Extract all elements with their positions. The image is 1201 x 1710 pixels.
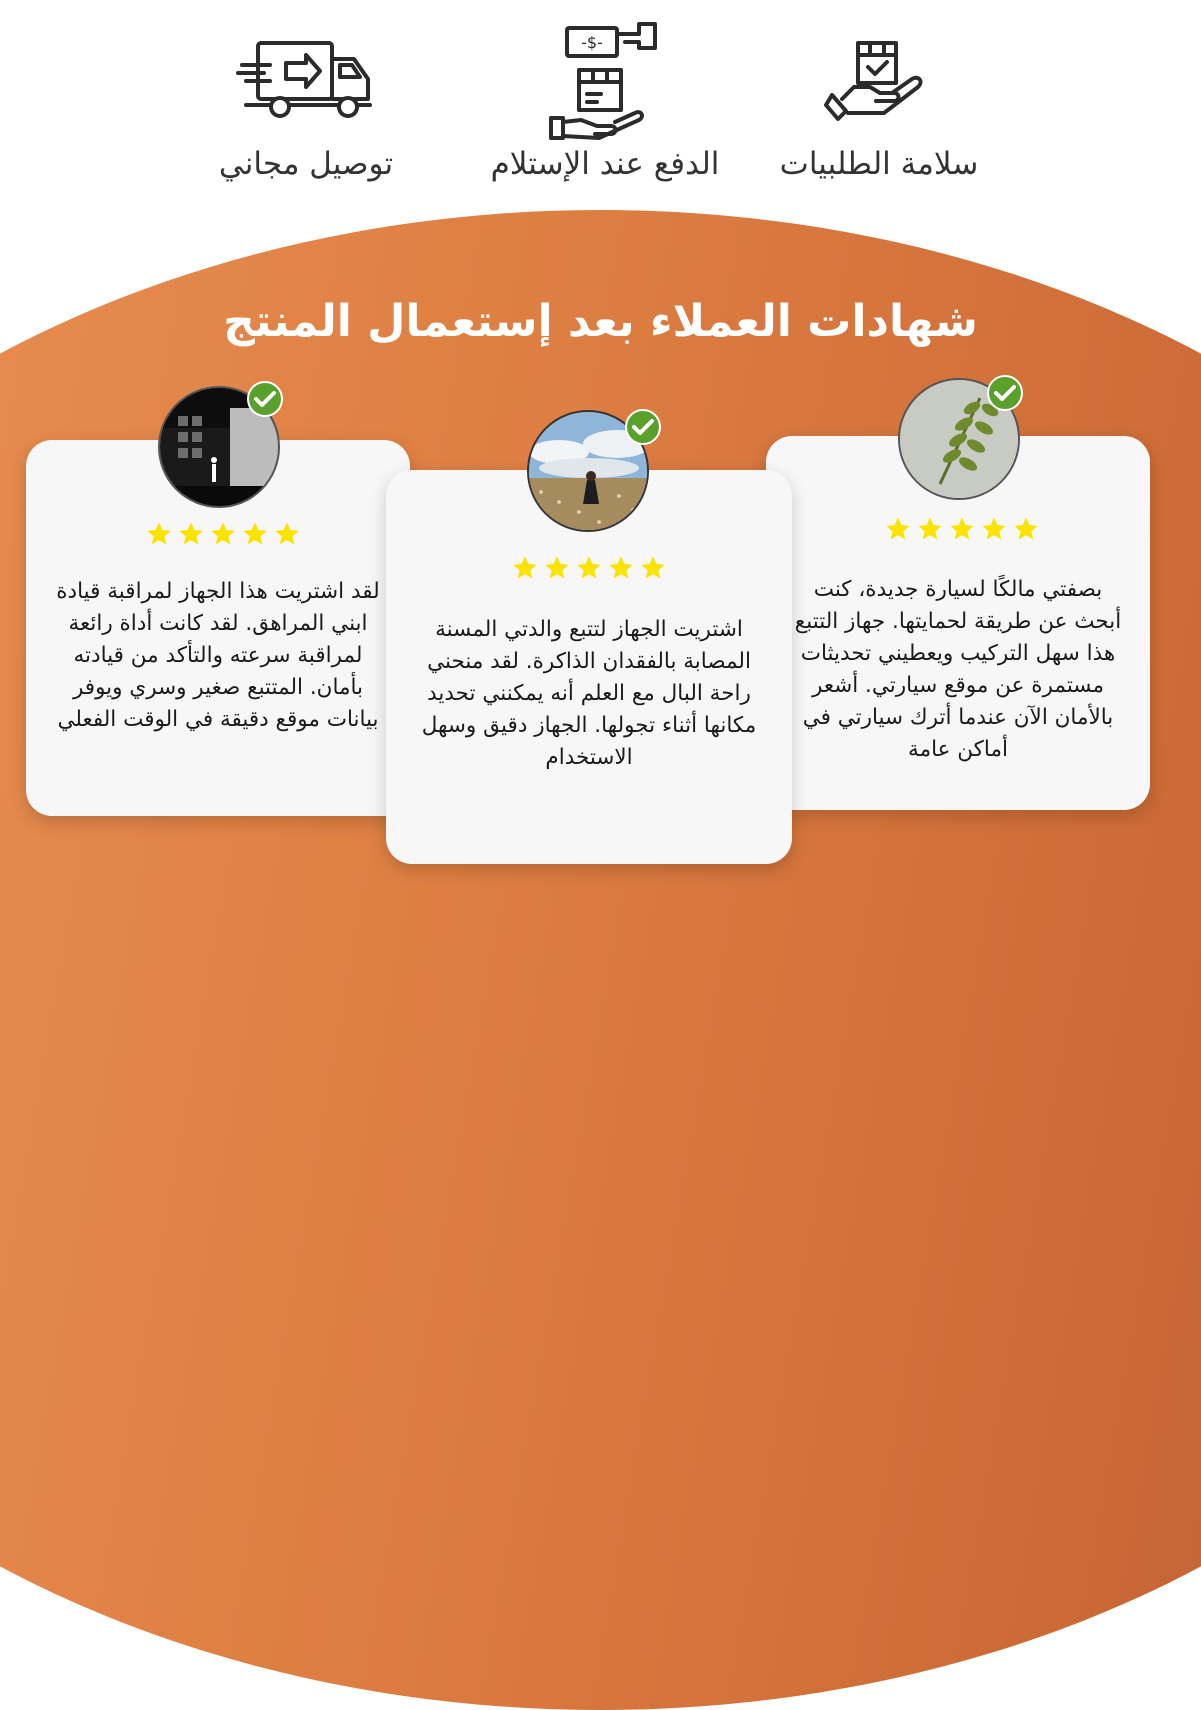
feature-label: سلامة الطلبيات <box>779 146 979 182</box>
star-icon <box>209 520 237 548</box>
checkmark-icon <box>624 408 662 446</box>
feature-free-delivery <box>156 20 456 182</box>
feature-cash-on-delivery <box>455 20 755 182</box>
delivery-truck-icon <box>156 20 456 140</box>
cash-on-delivery-icon <box>455 20 755 140</box>
star-icon <box>511 554 539 582</box>
feature-label: الدفع عند الإستلام <box>490 146 720 182</box>
star-icon <box>1012 515 1040 543</box>
svg-text:-$-: -$- <box>581 33 603 52</box>
section-title: شهادات العملاء بعد إستعمال المنتج <box>223 296 978 347</box>
star-rating <box>145 520 301 548</box>
checkmark-icon <box>986 374 1024 412</box>
star-icon <box>575 554 603 582</box>
star-rating <box>511 554 667 582</box>
star-icon <box>948 515 976 543</box>
star-icon <box>916 515 944 543</box>
testimonial-text: بصفتي مالكًا لسيارة جديدة، كنت أبحث عن طريقة لحمايتها. جهاز التتبع هذا سهل التركيب ويعطيني تحديثات مستمرة عن موقع سيارتي. أشعر بالأمان الآن عندما أترك سيارتي في أماكن عامة <box>794 577 1122 762</box>
star-icon <box>241 520 269 548</box>
star-icon <box>177 520 205 548</box>
star-icon <box>543 554 571 582</box>
star-icon <box>273 520 301 548</box>
feature-order-safety <box>729 20 1029 182</box>
checkmark-icon <box>246 380 284 418</box>
star-icon <box>980 515 1008 543</box>
star-icon <box>884 515 912 543</box>
star-icon <box>145 520 173 548</box>
star-icon <box>639 554 667 582</box>
star-rating <box>884 515 1040 543</box>
star-icon <box>607 554 635 582</box>
testimonial-text: لقد اشتريت هذا الجهاز لمراقبة قيادة ابني المراهق. لقد كانت أداة رائعة لمراقبة سرعته والتأكد من قيادته بأمان. المتتبع صغير وسري ويوفر بيانات موقع دقيقة في الوقت الفعلي <box>56 579 380 732</box>
testimonial-text: اشتريت الجهاز لتتبع والدتي المسنة المصابة بالفقدان الذاكرة. لقد منحني راحة البال مع العلم أنه يمكنني تحديد مكانها أثناء تجولها. الجهاز دقيق وسهل الاستخدام <box>421 617 757 770</box>
package-hand-icon <box>729 20 1029 140</box>
feature-label: توصيل مجاني <box>218 146 394 182</box>
